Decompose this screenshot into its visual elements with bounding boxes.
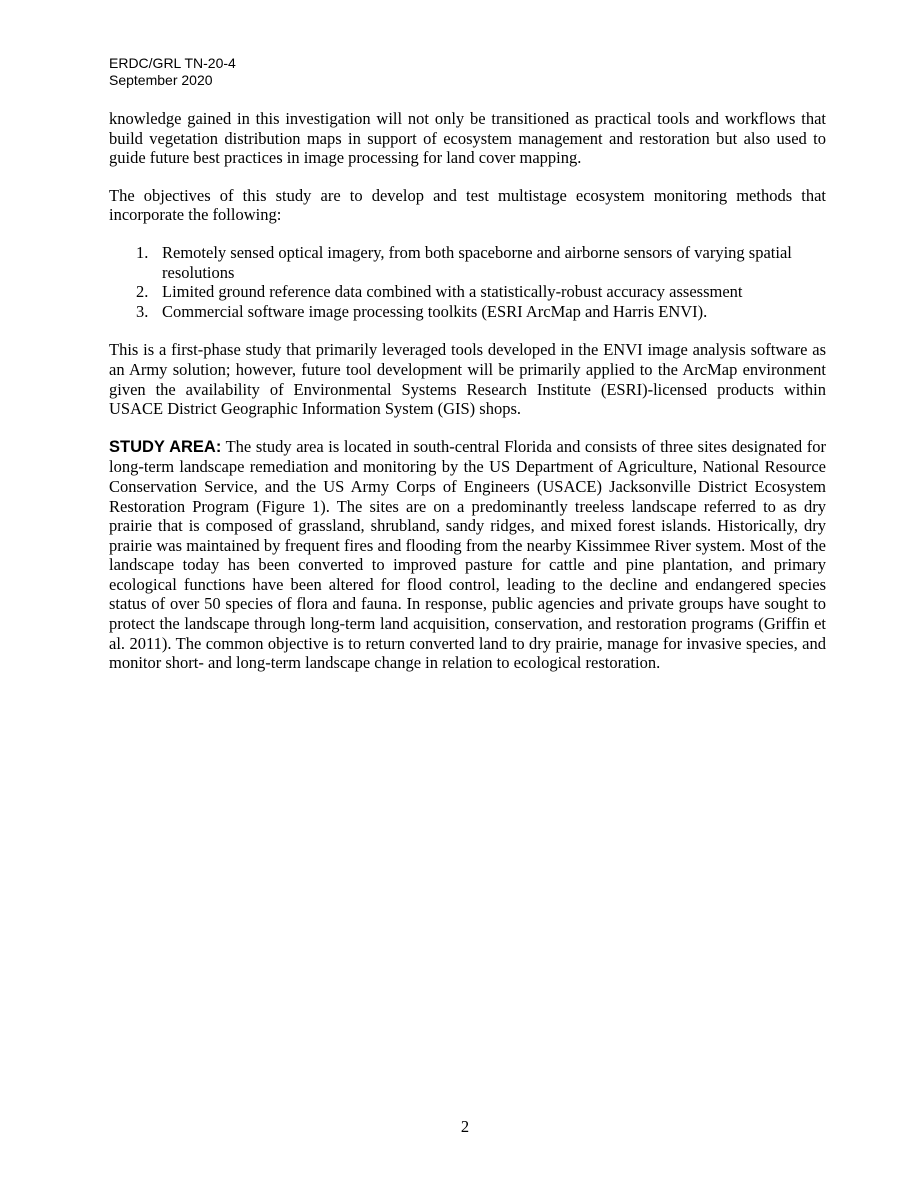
report-id: ERDC/GRL TN-20-4 [109,55,236,71]
running-header [109,55,236,89]
page-body [109,109,826,691]
study-area-text: The study area is located in south-central Florida and consists of three sites designated for long-term landscape remediation and monitoring by the US Department of Agriculture, National Resource Conservation Service, and the US Army Corps of Engineers (USACE) Jacksonville District Ecosystem Restoration Program (Figure 1). The sites are on a predominantly treeless landscape referred to as dry prairie that is composed of grassland, shrubland, sandy ridges, and mixed forest islands. Historically, dry prairie was maintained by frequent fires and flooding from the nearby Kissimmee River system. Most of the landscape today has been converted to improved pasture for cattle and pine plantation, and primary ecological functions have been altered for flood control, leading to the decline and endangered species status of over 50 species of flora and fauna. In response, public agencies and private groups have sought to protect the landscape through long-term land acquisition, conservation, and restoration programs (Griffin et al. 2011). The common objective is to return converted land to dry prairie, manage for invasive species, and monitor short- and long-term landscape change in relation to ecological restoration. [109,436,826,673]
paragraph-first-phase: This is a first-phase study that primarily leveraged tools developed in the ENVI image analysis software as an Army solution; however, future tool development will be primarily applied to the ArcMap environment given the availability of Environmental Systems Research Institute (ESRI)-licensed products within USACE District Geographic Information System (GIS) shops. [109,340,826,419]
list-item-text: Commercial software image processing toolkits (ESRI ArcMap and Harris ENVI). [162,301,708,321]
paragraph-continuation: knowledge gained in this investigation will not only be transitioned as practical tools and workflows that build vegetation distribution maps in support of ecosystem management and restoration but also used to guide future best practices in image processing for land cover mapping. [109,109,826,168]
paragraph-objectives-intro: The objectives of this study are to develop and test multistage ecosystem monitoring methods that incorporate the following: [109,185,826,225]
list-item-text: Limited ground reference data combined with a statistically-robust accuracy assessment [162,282,743,302]
list-item-number: 3. [136,301,149,321]
list-item-text: Remotely sensed optical imagery, from both spaceborne and airborne sensors of varying spatial resolutions [162,242,792,282]
objectives-list [109,243,826,321]
list-item-number: 1. [136,242,149,262]
page-number: 2 [460,1117,470,1136]
study-area-heading: STUDY AREA: [109,437,222,456]
paragraph-study-area [109,437,826,673]
list-item [109,243,826,282]
report-date: September 2020 [109,72,213,88]
list-item [109,282,826,302]
list-item [109,302,826,322]
list-item-number: 2. [136,282,149,302]
